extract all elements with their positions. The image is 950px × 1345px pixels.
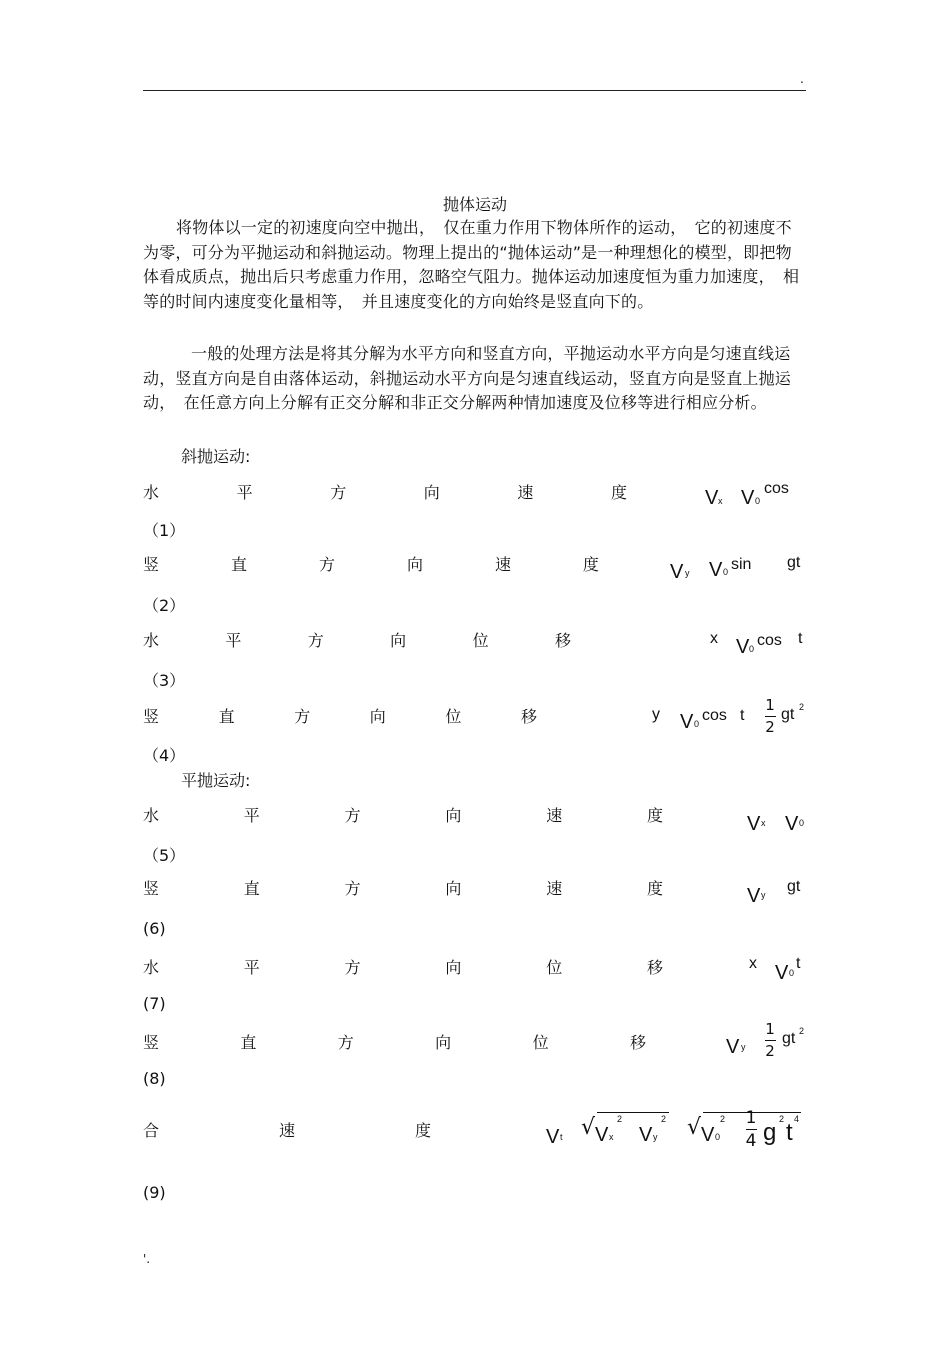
header-dot: . bbox=[800, 72, 804, 86]
label-vertical-velocity: 竖 直 方 向 速 度 bbox=[143, 555, 599, 574]
sqrt-icon: √ bbox=[581, 1115, 596, 1140]
label-resultant-velocity: 合 速 度 bbox=[143, 1121, 431, 1140]
flat-heading: 平抛运动: bbox=[181, 771, 251, 790]
equation-number-7: (7) bbox=[143, 994, 166, 1013]
oblique-heading: 斜抛运动: bbox=[181, 447, 251, 466]
equation-number-8: (8) bbox=[143, 1069, 166, 1088]
label-horizontal-displacement: 水 平 方 向 位 移 bbox=[143, 631, 571, 650]
footer-dot: '. bbox=[143, 1252, 151, 1266]
label-horizontal-velocity: 水 平 方 向 速 度 bbox=[143, 483, 627, 502]
equation-number-9: (9) bbox=[143, 1183, 166, 1202]
label-horizontal-displacement-flat: 水 平 方 向 位 移 bbox=[143, 958, 663, 977]
equation-number-2: （2） bbox=[143, 596, 186, 615]
equation-number-5: （5） bbox=[143, 846, 186, 865]
equation-number-4: （4） bbox=[143, 746, 186, 765]
sqrt-icon: √ bbox=[687, 1115, 702, 1140]
header-rule bbox=[143, 90, 806, 91]
equation-number-1: （1） bbox=[143, 521, 186, 540]
equation-number-6: (6) bbox=[143, 919, 166, 938]
equation-number-3: （3） bbox=[143, 671, 186, 690]
label-vertical-displacement-flat: 竖 直 方 向 位 移 bbox=[143, 1033, 646, 1052]
paragraph-method: 一般的处理方法是将其分解为水平方向和竖直方向，平抛运动水平方向是匀速直线运动，竖直方向是自由落体运动，斜抛运动水平方向是匀速直线运动，竖直方向是竖直上抛运动， 在任意方向上分解有正交分解和非正交分解两种情加速度及位移等进行相应分析。 bbox=[143, 344, 792, 412]
page-title: 抛体运动 bbox=[442, 195, 507, 214]
paragraph-intro: 将物体以一定的初速度向空中抛出， 仅在重力作用下物体所作的运动， 它的初速度不为零，可分为平抛运动和斜抛运动。物理上提出的“抛体运动”是一种理想化的模型，即把物体看成质点，抛出后只考虑重力作用，忽略空气阻力。抛体运动加速度恒为重力加速度， 相等的时间内速度变化量相等， 并且速度变化的方向始终是竖直向下的。 bbox=[143, 218, 800, 311]
label-vertical-velocity-flat: 竖 直 方 向 速 度 bbox=[143, 879, 663, 898]
label-vertical-displacement: 竖 直 方 向 位 移 bbox=[143, 707, 537, 726]
label-horizontal-velocity-flat: 水 平 方 向 速 度 bbox=[143, 806, 663, 825]
